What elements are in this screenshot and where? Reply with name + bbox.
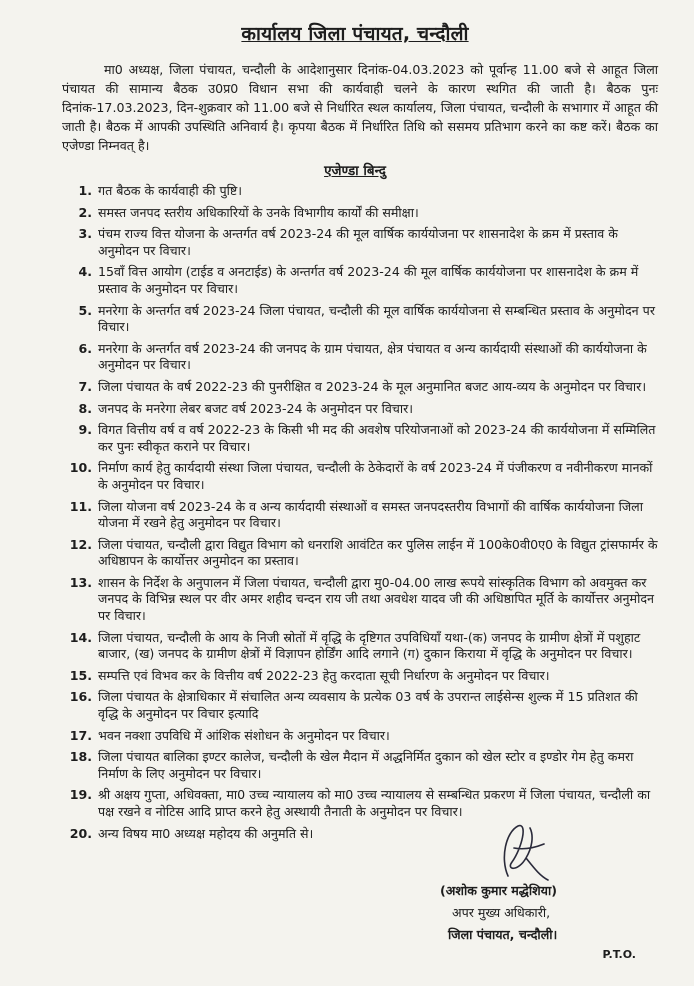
agenda-item-number: 6. [78, 340, 92, 356]
pto-note: P.T.O. [602, 948, 636, 961]
agenda-item-text: श्री अक्षय गुप्ता, अधिवक्ता, मा0 उच्च न्यायालय को मा0 उच्च न्यायालय से सम्बन्धित प्रकरण में जिला पंचायत, चन्दौली का पक्ष रखने व नोटिस आदि प्राप्त करने हेतु अस्थायी तैनाती के अनुमोदन पर विचार। [98, 787, 651, 819]
agenda-item [62, 341, 658, 374]
agenda-item-number: 2. [78, 204, 92, 220]
agenda-heading: एजेण्डा बिन्दु [324, 163, 386, 179]
agenda-item-text: विगत वित्तीय वर्ष व वर्ष 2022-23 के किसी भी मद की अवशेष परियोजनाओं को 2023-24 की कार्ययोजना में सम्मिलित कर पुनः स्वीकृत कराने पर विचार। [98, 422, 656, 454]
agenda-item [62, 689, 658, 722]
agenda-item [62, 264, 658, 297]
agenda-item-number: 18. [69, 749, 92, 765]
agenda-item-text: निर्माण कार्य हेतु कार्यदायी संस्था जिला पंचायत, चन्दौली के ठेकेदारों के वर्ष 2023-24 में पंजीकरण व नवीनीकरण मानकों के अनुमोदन पर विचार। [98, 460, 653, 492]
agenda-item [62, 303, 658, 336]
agenda-item-number: 15. [69, 667, 92, 683]
agenda-item [62, 537, 658, 570]
intro-paragraph: मा0 अध्यक्ष, जिला पंचायत, चन्दौली के आदेशानुसार दिनांक-04.03.2023 को पूर्वान्ह 11.00 बजे से आहूत जिला पंचायत की सामान्य बैठक उ0प्र0 विधान सभा की कार्यवाही चलने के कारण स्थगित की जाती है। बैठक पुनः दिनांक-17.03.2023, दिन-शुक्रवार को 11.00 बजे से निर्धारित स्थल कार्यालय, जिला पंचायत, चन्दौली के सभागार में आहूत की जाती है। बैठक में आपकी उपस्थिति अनिवार्य है। कृपया बैठक में निर्धारित तिथि को ससमय प्रतिभाग करने का कष्ट करें। बैठक का एजेण्डा निम्नवत् है। [62, 62, 658, 153]
agenda-item-number: 12. [69, 536, 92, 552]
agenda-item [62, 749, 658, 782]
agenda-item [62, 728, 658, 745]
agenda-item-text: गत बैठक के कार्यवाही की पुष्टि। [98, 183, 243, 198]
signature-mark [478, 818, 568, 888]
agenda-item-text: शासन के निर्देश के अनुपालन में जिला पंचायत, चन्दौली द्वारा मु0-04.00 लाख रूपये सांस्कृतिक विभाग को अवमुक्त कर जनपद के विभिन्न स्थल पर वीर अमर शहीद चन्दन राय जी तथा अवधेश यादव जी की अधिष्ठापित मूर्ति के कार्योत्तर अनुमोदन पर विचार। [98, 574, 655, 624]
agenda-item [62, 401, 658, 418]
agenda-item-number: 5. [78, 302, 92, 318]
agenda-item [62, 499, 658, 532]
signatory-designation: अपर मुख्य अधिकारी, [452, 905, 551, 920]
agenda-item-text: भवन नक्शा उपविधि में आंशिक संशोधन के अनुमोदन पर विचार। [98, 727, 390, 743]
agenda-item-number: 17. [69, 727, 92, 743]
agenda-item-text: अन्य विषय मा0 अध्यक्ष महोदय की अनुमति से। [98, 825, 314, 841]
agenda-item-number: 14. [69, 629, 92, 645]
agenda-item-text: जिला पंचायत बालिका इण्टर कालेज, चन्दौली के खेल मैदान में अद्धनिर्मित दुकान को खेल स्टोर व इण्डोर गेम हेतु कमरा निर्माण के लिए अनुमोदन पर विचार। [98, 749, 634, 781]
agenda-item-text: सम्पत्ति एवं विभव कर के वित्तीय वर्ष 2022-23 हेतु करदाता सूची निर्धारण के अनुमोदन पर विचार। [98, 667, 550, 683]
signatory-name: (अशोक कुमार मद्धेशिया) [440, 883, 558, 898]
agenda-item-number: 19. [69, 787, 92, 803]
agenda-item-text: जिला पंचायत के वर्ष 2022-23 की पुनरीक्षित व 2023-24 के मूल अनुमानित बजट आय-व्यय के अनुमोदन पर विचार। [98, 378, 647, 394]
agenda-item-number: 4. [78, 264, 92, 280]
agenda-item-text: मनरेगा के अन्तर्गत वर्ष 2023-24 जिला पंचायत, चन्दौली की मूल वार्षिक कार्ययोजना से सम्बन्धित प्रस्ताव के अनुमोदन पर विचार। [98, 302, 655, 335]
page-title: कार्यालय जिला पंचायत, चन्दौली [241, 23, 469, 45]
agenda-item-number: 10. [69, 460, 92, 476]
agenda-item [62, 422, 658, 455]
agenda-item [62, 575, 658, 625]
agenda-item-number: 9. [78, 422, 92, 438]
agenda-item [62, 668, 658, 685]
signatory-office: जिला पंचायत, चन्दौली। [448, 927, 558, 942]
agenda-item-number: 8. [78, 400, 92, 416]
agenda-item-text: जिला योजना वर्ष 2023-24 के व अन्य कार्यदायी संस्थाओं व समस्त जनपदस्तरीय विभागों की वार्षिक कार्ययोजना जिला योजना में रखने हेतु अनुमोदन पर विचार। [98, 498, 643, 531]
agenda-item-number: 11. [69, 498, 92, 514]
agenda-item-number: 1. [78, 183, 92, 198]
agenda-item [62, 226, 658, 259]
agenda-item-text: पंचम राज्य वित्त योजना के अन्तर्गत वर्ष 2023-24 की मूल वार्षिक कार्ययोजना पर शासनादेश के क्रम में प्रस्ताव के अनुमोदन पर विचार। [98, 226, 618, 258]
agenda-item-text: 15वॉं वित्त आयोग (टाईड व अनटाईड) के अन्तर्गत वर्ष 2023-24 की मूल वार्षिक कार्ययोजना पर शासनादेश के क्रम में प्रस्ताव के अनुमोदन पर विचार। [98, 264, 639, 296]
agenda-item-text: जिला पंचायत, चन्दौली द्वारा विद्युत विभाग को धनराशि आवंटित कर पुलिस लाईन में 100के0वी0ए0 के विद्युत ट्रांसफार्मर के अधिष्ठापन के कार्योत्तर अनुमोदन का प्रस्ताव। [98, 536, 658, 569]
agenda-item [62, 826, 658, 843]
agenda-item-text: जनपद के मनरेगा लेबर बजट वर्ष 2023-24 के अनुमोदन पर विचार। [98, 400, 414, 416]
agenda-item-text: जिला पंचायत, चन्दौली के आय के निजी स्रोतों में वृद्धि के दृष्टिगत उपविधियॉं यथा-(क) जनपद के ग्रामीण क्षेत्रों में पशुहाट बाजार, (ख) जनपद के ग्रामीण क्षेत्रों में विज्ञापन होर्डिंग आदि लगाने (ग) दुकान किराया में वृद्धि के अनुमोदन पर विचार। [98, 629, 641, 662]
agenda-item [62, 787, 658, 820]
agenda-item-number: 20. [69, 825, 92, 841]
agenda-item [62, 630, 658, 663]
agenda-item-text: मनरेगा के अन्तर्गत वर्ष 2023-24 की जनपद के ग्राम पंचायत, क्षेत्र पंचायत व अन्य कार्यदायी संस्थाओं की कार्ययोजना के अनुमोदन पर विचार। [98, 340, 647, 373]
signature-block [440, 880, 660, 946]
agenda-item-text: जिला पंचायत के क्षेत्राधिकार में संचालित अन्य व्यवसाय के प्रत्येक 03 वर्ष के उपरान्त लाईसेन्स शुल्क में 15 प्रतिशत की वृद्धि के अनुमोदन पर विचार इत्यादि [98, 689, 638, 722]
agenda-item-number: 13. [69, 574, 92, 590]
agenda-item [62, 183, 658, 200]
agenda-item-number: 16. [69, 689, 92, 705]
agenda-item-text: समस्त जनपद स्तरीय अधिकारियों के उनके विभागीय कार्यों की समीक्षा। [98, 204, 419, 220]
agenda-item-number: 7. [78, 378, 92, 394]
agenda-item-number: 3. [78, 226, 92, 242]
agenda-item [62, 460, 658, 493]
agenda-item [62, 205, 658, 222]
agenda-list [52, 183, 658, 842]
agenda-item [62, 379, 658, 396]
